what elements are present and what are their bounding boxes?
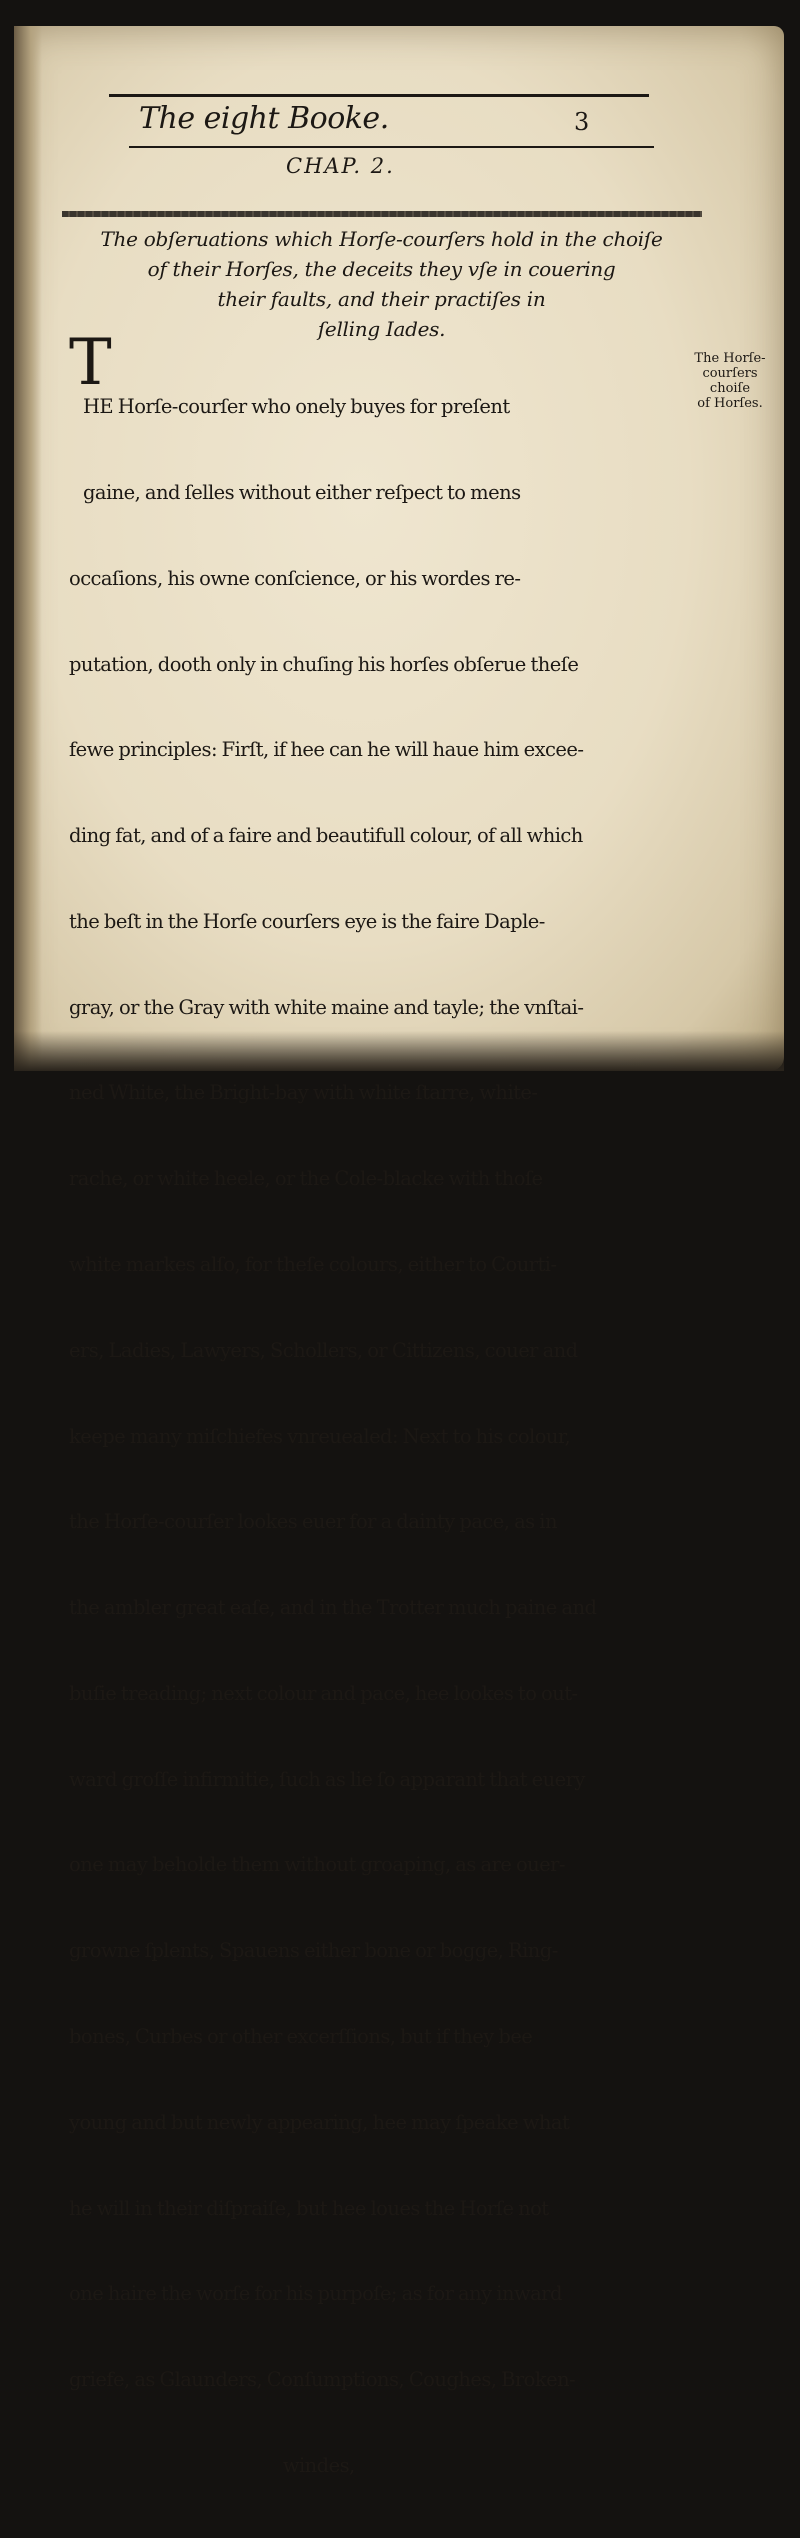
text-line: occaſions, his owne conſcience, or his wordes re- xyxy=(69,566,521,590)
page-gutter-shadow xyxy=(14,26,42,1071)
text-line: buſie treading; next colour and pace, hee lookes to out- xyxy=(69,1681,578,1705)
text-line: the beſt in the Horſe courſers eye is the faire Daple- xyxy=(69,909,545,933)
text-line: one haire the worſe for his purpoſe; as for any inward xyxy=(69,2282,562,2306)
text-line: rache, or white heele, or the Cole-blacke with thoſe xyxy=(69,1167,543,1191)
text-line: the Horſe-courſer lookes euer for a dainty pace, as in xyxy=(69,1510,557,1534)
margin-note-line: The Horſe- xyxy=(694,351,766,366)
summary-line: The obſeruations which Horſe-courſers hold in the choiſe xyxy=(100,227,663,251)
text-line: windes, xyxy=(69,2453,355,2477)
summary-line: of their Horſes, the deceits they vſe in couering xyxy=(147,257,616,281)
text-line: ned White, the Bright-bay with white ſtarre, white- xyxy=(69,1081,538,1105)
text-line: gray, or the Gray with white maine and tayle; the vnſtai- xyxy=(69,995,584,1019)
text-line: ward groſſe infirmitie, ſuch as lie ſo apparant that euery xyxy=(69,1767,585,1791)
page-bottom-shadow xyxy=(14,1031,784,1071)
ornament-rule xyxy=(62,211,702,217)
margin-note xyxy=(690,351,770,411)
top-border-rule xyxy=(109,94,649,97)
chapter-summary xyxy=(74,224,689,344)
book-page xyxy=(14,26,784,2477)
text-line: young and but newly appearing, hee may ſpeake what xyxy=(69,2110,570,2134)
running-head: The eight Booke. xyxy=(139,101,389,136)
text-line: gaine, and ſelles without either reſpect to mens xyxy=(69,480,521,504)
text-line: fewe principles: Firſt, if hee can he will haue him excee- xyxy=(69,738,584,762)
text-line: ding fat, and of a faire and beautifull colour, of all which xyxy=(69,824,583,848)
drop-cap: T xyxy=(69,326,112,400)
summary-line: ſelling Iades. xyxy=(317,317,446,341)
head-rule xyxy=(129,146,654,148)
text-line: the ambler great eaſe, and in the Trotter much paine and xyxy=(69,1596,597,1620)
text-line: white markes alſo, for theſe colours, either to Courti- xyxy=(69,1253,557,1276)
summary-line: their faults, and their practiſes in xyxy=(217,287,546,311)
margin-note-line: of Horſes. xyxy=(697,396,763,411)
text-line: putation, dooth only in chuſing his horſes obſerue theſe xyxy=(69,652,579,676)
text-line: growne ſplents, Spauens either bone or bogge, Ring- xyxy=(69,1939,558,1963)
text-line: bones, Curbes or other excerſſions, but if they bee xyxy=(69,2025,533,2049)
text-line: one may beholde them without groaping, as are ouer- xyxy=(69,1853,565,1877)
body-text xyxy=(69,336,685,2538)
text-line: ers, Ladies, Lawyers, Schollers, or Cittizens, couer and xyxy=(69,1338,578,1362)
chapter-heading: CHAP. 2. xyxy=(286,154,395,178)
text-line: he will in their diſpraiſe, but hee loues the Horſe not xyxy=(69,2196,549,2220)
text-line: keepe many miſchiefes vnreuealed: Next to his colour, xyxy=(69,1424,571,1448)
text-line: griefe, as Glaunders, Conſumptions, Coughes, Broken- xyxy=(69,2368,576,2392)
text-line: HE Horſe-courſer who onely buyes for preſent xyxy=(69,395,510,419)
margin-note-line: courſers choiſe xyxy=(702,366,758,396)
page-number: 3 xyxy=(574,108,590,136)
